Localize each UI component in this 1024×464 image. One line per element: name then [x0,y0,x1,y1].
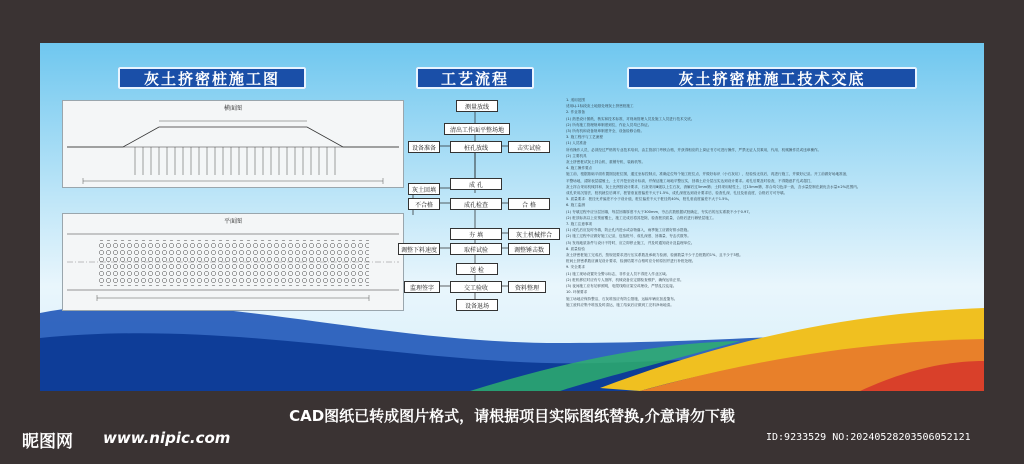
tech-section-title: 灰土挤密桩施工技术交底 [627,67,917,89]
tech-line: 施工前，根据基础平面布置图及桩位图，通过坐标控制点，准确定位每个施工桩位点，并做好标识（小石灰坑），经检验无误后，再进行施工，并做好记录。开工前做好场地准备， [566,172,850,177]
flow-clear-site: 清出工作面平整场地 [444,123,510,135]
flow-docs: 资料整理 [508,281,546,293]
tech-line: (2) 施工过程中应做好施工记录，包括桩号、成孔深度、回填量、夯击次数等。 [566,234,691,239]
flow-qualified: 合 格 [508,198,550,210]
tech-line: (1) 人员准备 [566,141,587,146]
flow-ramming: 夯 填 [450,228,502,240]
tech-line: 5. 质量要求：桩径允许偏差不小于设计值，桩位偏差不大于桩径的40%，桩孔垂直度偏差不大于1.5%。 [566,197,732,202]
flow-unqualified: 不合格 [408,198,440,210]
tech-line: (2) 桩机移位时应有专人指挥，机械设备应定期检查维护，确保运转正常。 [566,277,684,282]
tech-line: 10. 环保要求 [566,290,588,295]
tech-line: 2. 作业准备 [566,110,585,115]
tech-line: 成孔采用沉管法，桩机就位后调平，桩管垂直度偏差不大于1.5%，成孔深度达到设计要求后，检查孔深、孔径及垂直度，合格后方可夯填。 [566,191,788,196]
cross-section-label: 横面图 [223,105,242,112]
tech-line: 灰土挤密桩试灰土拌合机、重锤夯机、装载机等。 [566,160,646,165]
tech-line: 1. 适用范围 [566,98,585,102]
tech-line: (3) 所有机和设备规章制度齐全，设备检修合格。 [566,129,645,134]
flow-sample-test: 取样试验 [450,243,502,255]
tech-line: 9. 安全要求 [566,265,585,270]
tech-line: 灰土拌合采用机械拌和，灰土比例按设计要求，石灰采用Ⅲ级以上生石灰，消解后过5mm筛；土料采用粘性土，过15mm筛，拌合均匀色泽一致，含水量控制在最优含水量±2%范围内。 [566,184,861,189]
drawing-section-title: 灰土挤密桩施工图 [118,67,306,89]
tech-line: (1) 施工现场设置安全警示标志，非作业人员不得进入作业区域。 [566,271,670,276]
tech-line: (2) 所有施工管理规章制度到位，作业人员均已持证。 [566,122,652,127]
flow-equipment-prep: 设备准备 [408,141,440,153]
watermark-id: ID:9233529 NO:20240528203506052121 [766,432,971,443]
tech-line: 适用LJ-1标段灰土地基处理灰土挤密桩施工 [566,104,634,109]
tech-line: 桩间土挤密系数应满足设计要求，检测结果不合格时应分析原因并进行补桩处理。 [566,259,696,264]
flow-hole-check: 成孔检查 [450,198,502,210]
tech-line: (2) 桩顶标高以上应预留覆土，施工完成后将其挖除，检查桩顶质量，合格后进行褥垫层施工。 [566,215,716,220]
process-section-title: 工艺流程 [416,67,534,89]
tech-line: 施工场地应保持整洁，石灰堆放应有防尘措施，运输车辆应加盖篷布。 [566,296,678,301]
tech-line: 所有操作人员，必须经过严格的专业技术培训，由主管部门考核合格，并获得相应的上岗证书方可进行操作，严禁无证人员乘用，代用、机械操作员或违章操作。 [566,147,822,152]
flow-adjust-rate: 调整下料速度 [398,243,440,255]
tech-line: 7. 施工注意事项 [566,222,593,227]
watermark-site-link[interactable]: www.nipic.com [103,429,231,447]
tech-briefing-text [566,97,926,308]
display-board [40,43,984,391]
tech-line: 8. 质量检验 [566,246,585,251]
flow-pile-position: 桩孔放线 [450,141,502,153]
tech-line: 平整场地，清除表层腐殖土，土方开挖至设计标高，并保证施工场地平整压实，回填土应分层压实达到设计要求。成孔后要及时检查，不得随意扩孔或超打， [566,178,814,183]
tech-line: 6. 施工监测 [566,203,585,208]
plan-label: 平面图 [223,218,242,225]
watermark-logo: 昵图网 [22,432,73,452]
flow-submit-check: 送 检 [456,263,498,275]
tech-line: (3) 夜间施工应有足够照明，电缆线路应架空或埋设，严禁乱拉乱接。 [566,284,677,289]
flow-hole: 成 孔 [450,178,502,190]
flow-adjust-hammer: 调整锤击数 [508,243,550,255]
tech-line: (1) 夯填过程中应分层回填，每层回填厚度不大于300mm，夯击次数根据试桩确定，夯实后的压实系数不小于0.97。 [566,209,753,214]
caption-notice: CAD图纸已转成图片格式，请根据项目实际图纸替换,介意请勿下载 [289,407,735,425]
flow-backfill: 灰土回填 [408,183,440,195]
flow-survey: 测量放线 [456,100,498,112]
tech-line: 4. 施工操作要点 [566,166,593,171]
flow-handover: 交工验收 [450,281,502,293]
flow-equipment-exit: 设备退场 [456,299,498,311]
tech-line: (1) 熟悉设计图纸，核实和技术标准，对现场管理人员及施工人员进行技术交底。 [566,116,695,121]
flow-supervisor-sign: 监理签字 [404,281,440,293]
tech-line: (1) 成孔后应及时夯填，防止孔内进水或杂物落入，雨季施工应做好排水措施。 [566,228,691,233]
tech-line: 灰土挤密桩施工完成后，按规范要求进行压实系数及承载力检测，检测数量不少于总桩数的1%，且不少于3根。 [566,253,743,258]
flow-mixing: 灰土机械拌合 [508,228,560,240]
tech-line: 3. 施工程序与工艺流程 [566,135,603,140]
tech-line: (3) 发现地质条件与设计不符时，应立即停止施工，并及时通知设计及监理单位。 [566,240,695,245]
tech-line: (2) 主要机具 [566,153,587,158]
flow-trial-test: 击实试验 [508,141,550,153]
tech-line: 施工废料应集中堆放及时清运，施工结束后应做到工完料净场地清。 [566,302,674,307]
